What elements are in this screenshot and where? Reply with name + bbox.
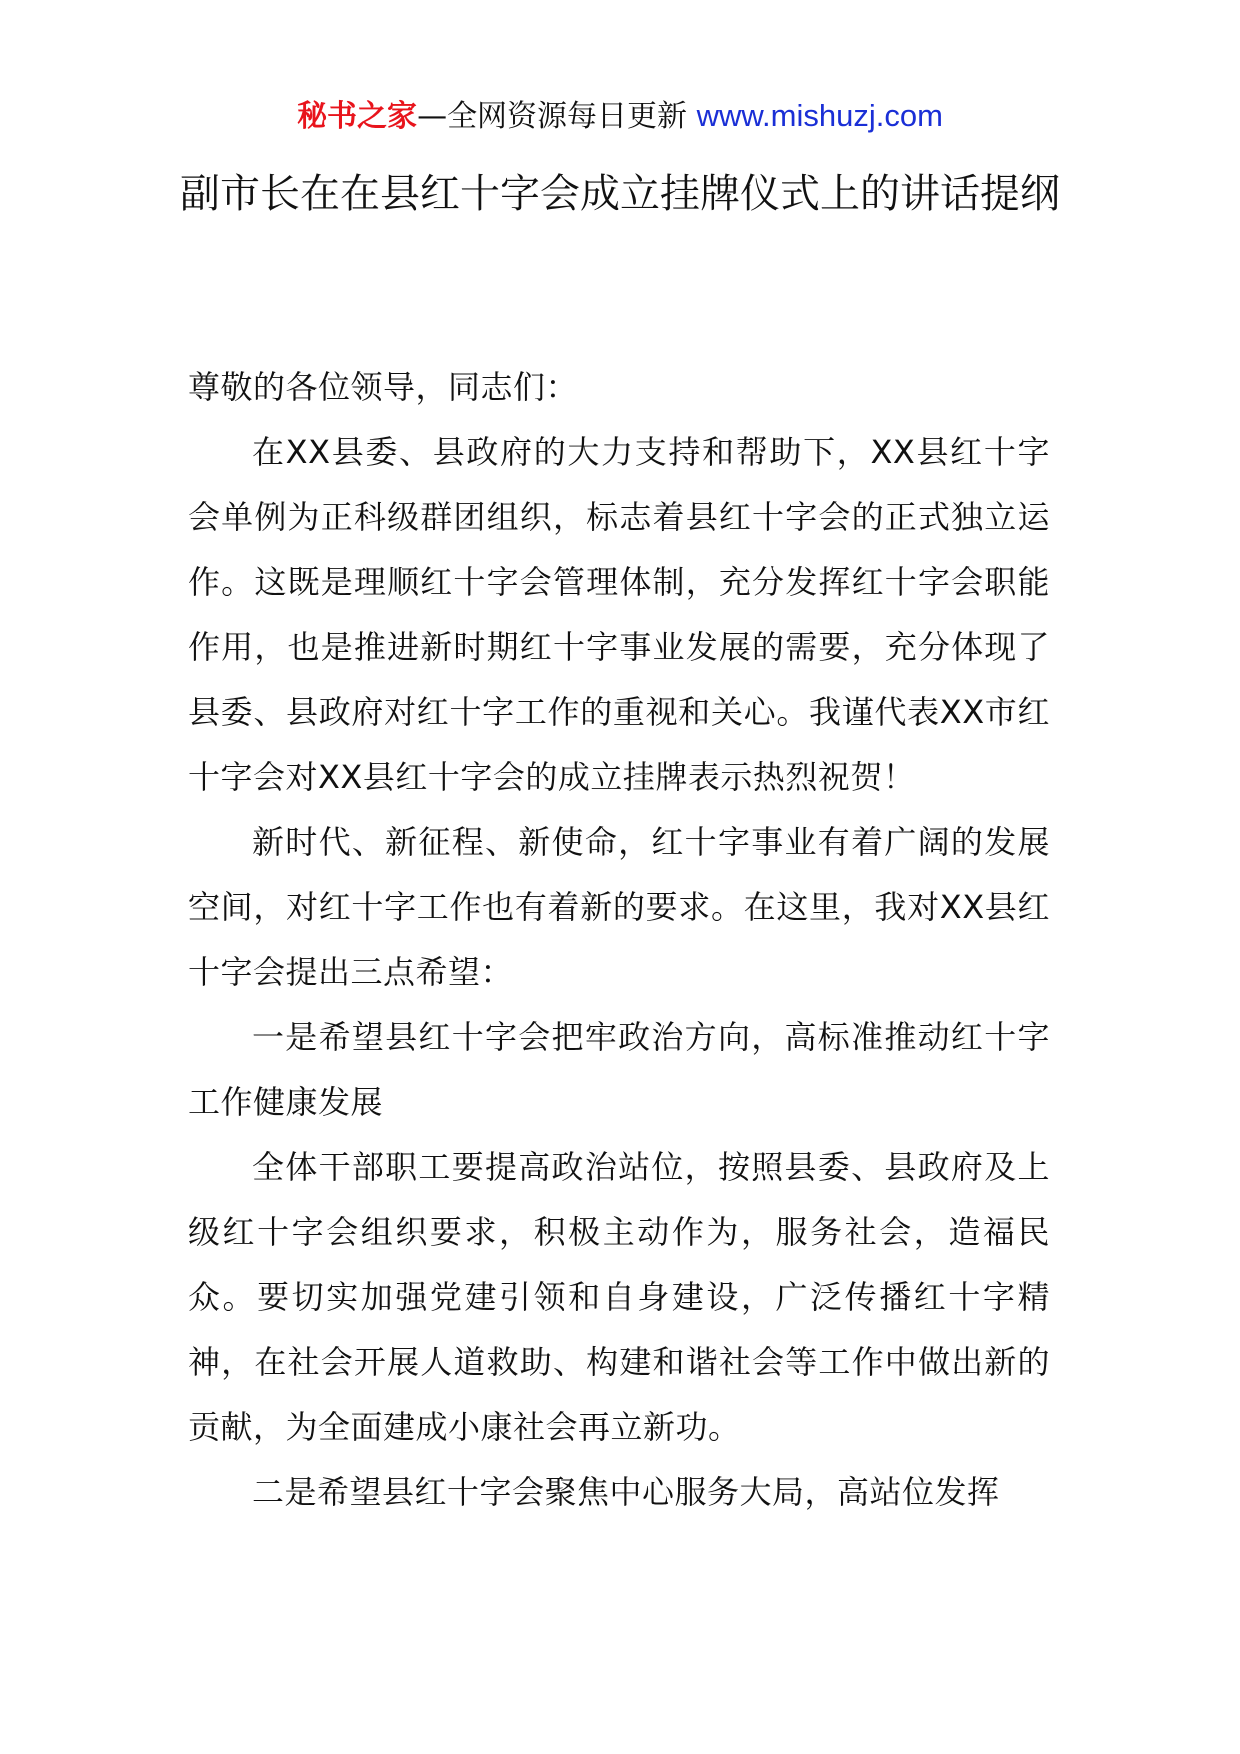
body-paragraph: 在XX县委、县政府的大力支持和帮助下，XX县红十字会单例为正科级群团组织，标志着县红十字会的正式独立运作。这既是理顺红十字会管理体制，充分发挥红十字会职能作用，也是推进新时期红十字事业发展的需要，充分体现了县委、县政府对红十字工作的重视和关心。我谨代表XX市红十字会对XX县红十字会的成立挂牌表示热烈祝贺！ — [188, 433, 1050, 796]
section-heading: 二是希望县红十字会聚焦中心服务大局，高站位发挥 — [252, 1473, 1000, 1511]
document-title: 副市长在在县红十字会成立挂牌仪式上的讲话提纲 — [180, 171, 1060, 217]
document-body — [188, 355, 1050, 1525]
site-header — [0, 96, 1240, 137]
body-paragraph: 全体干部职工要提高政治站位，按照县委、县政府及上级红十字会组织要求，积极主动作为，服务社会，造福民众。要切实加强党建引领和自身建设，广泛传播红十字精神，在社会开展人道救助、构建和谐社会等工作中做出新的贡献，为全面建成小康社会再立新功。 — [188, 1148, 1050, 1446]
greeting: 尊敬的各位领导，同志们： — [188, 368, 579, 406]
section-heading: 一是希望县红十字会把牢政治方向，高标准推动红十字工作健康发展 — [188, 1018, 1050, 1121]
site-slogan: —全网资源每日更新 — [417, 99, 688, 134]
body-paragraph: 新时代、新征程、新使命，红十字事业有着广阔的发展空间，对红十字工作也有着新的要求。在这里，我对XX县红十字会提出三点希望： — [188, 823, 1050, 991]
site-brand: 秘书之家 — [297, 99, 418, 134]
site-url-link[interactable]: www.mishuzj.com — [696, 98, 943, 133]
